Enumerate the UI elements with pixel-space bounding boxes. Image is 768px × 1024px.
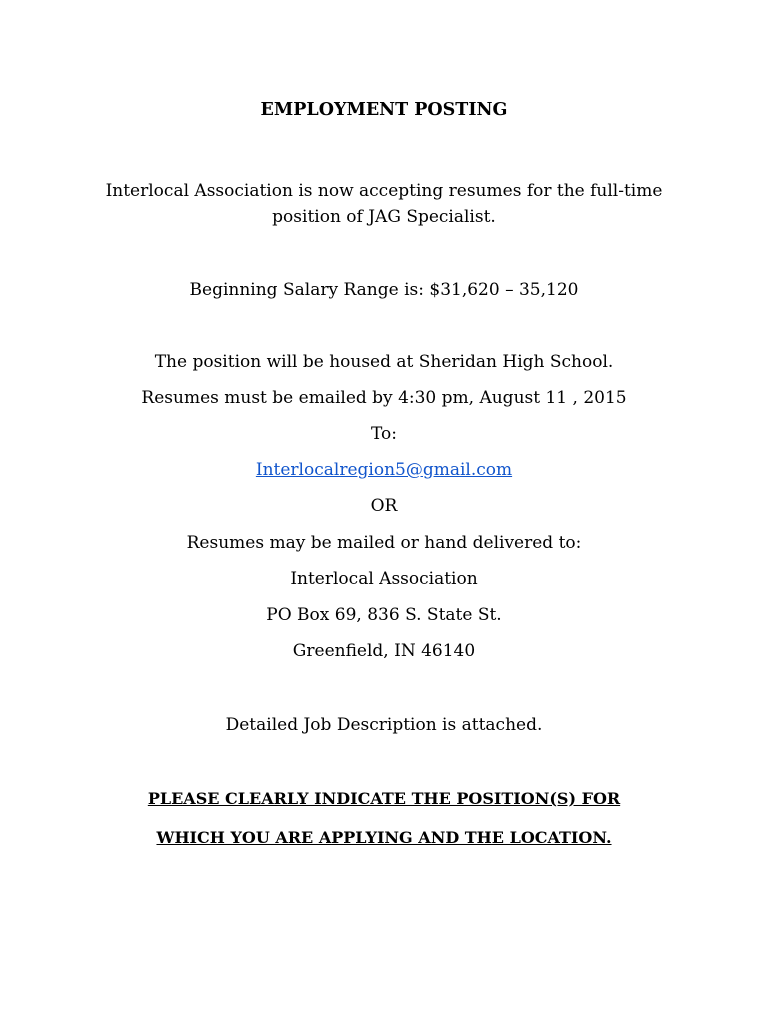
or-label: OR [370,496,398,516]
to-label: To: [371,424,397,444]
salary-range: Beginning Salary Range is: $31,620 – 35,120 [189,280,579,300]
email-link[interactable]: Interlocalregion5@gmail.com [255,460,513,480]
posting-title: EMPLOYMENT POSTING [260,100,508,120]
address-name: Interlocal Association [290,569,478,589]
email-line [0,458,768,482]
position-location: The position will be housed at Sheridan High School. [154,352,614,372]
notice-line-1: PLEASE CLEARLY INDICATE THE POSITION(S) FOR [147,789,621,808]
intro-line-1: Interlocal Association is now accepting resumes for the full-time [105,181,663,201]
address-city: Greenfield, IN 46140 [292,641,476,661]
notice-line-2: WHICH YOU ARE APPLYING AND THE LOCATION. [156,828,612,847]
attachment-note: Detailed Job Description is attached. [225,715,543,735]
address-street: PO Box 69, 836 S. State St. [266,605,502,625]
mail-intro: Resumes may be mailed or hand delivered to: [186,533,582,553]
resume-deadline: Resumes must be emailed by 4:30 pm, August 11 , 2015 [141,388,627,408]
intro-line-2: position of JAG Specialist. [272,207,496,227]
